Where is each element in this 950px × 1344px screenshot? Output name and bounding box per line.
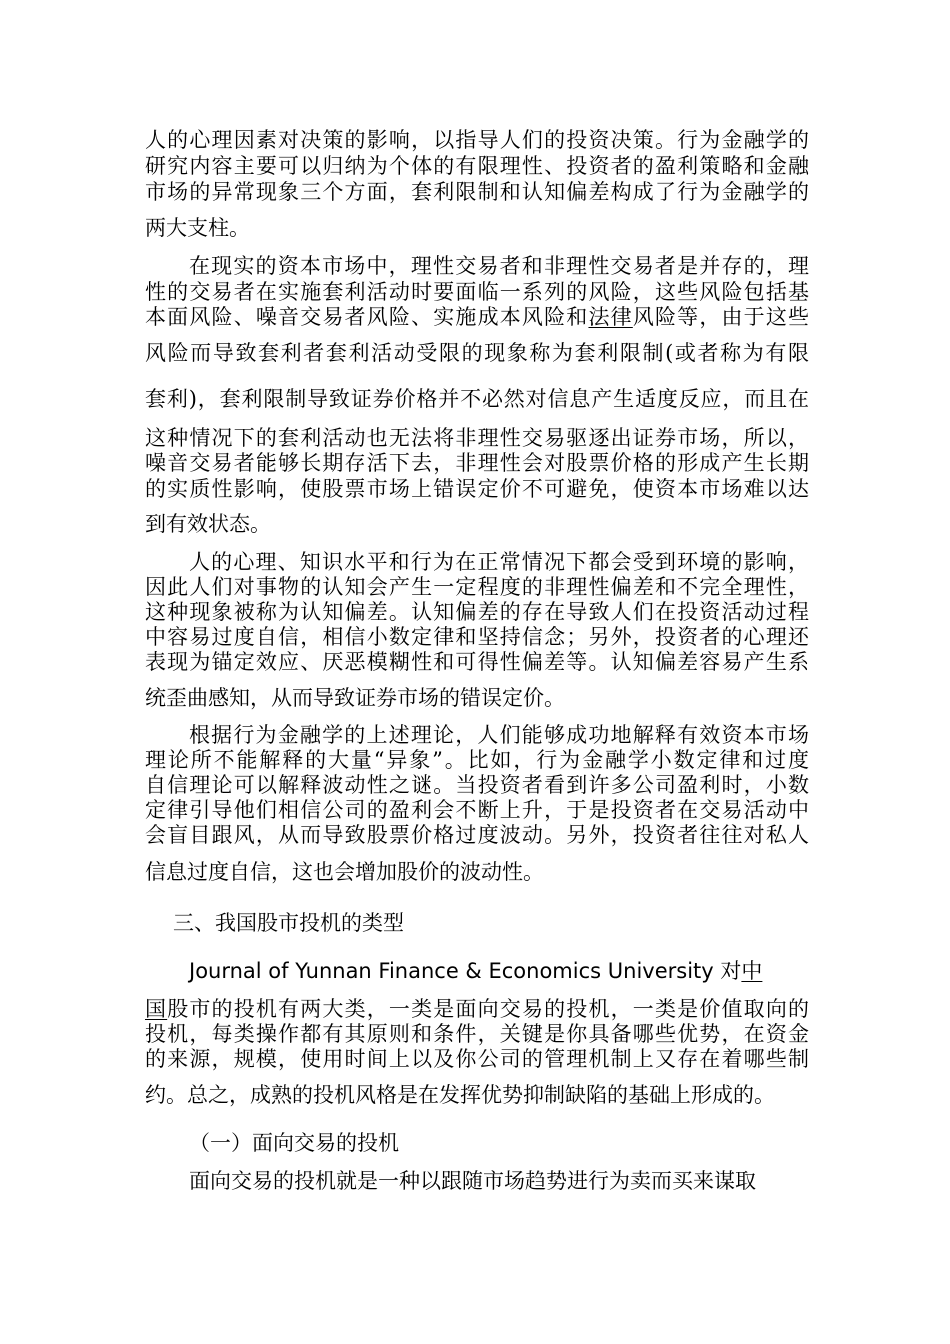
china-link-part2[interactable]: 国 [145, 997, 168, 1021]
paragraph1-line3: 市场的异常现象三个方面，套利限制和认知偏差构成了行为金融学的 [145, 180, 809, 204]
paragraph3-line4: 中容易过度自信，相信小数定律和坚持信念；另外，投资者的心理还 [145, 625, 809, 649]
subsection1-heading: （一）面向交易的投机 [189, 1131, 399, 1155]
paragraph3-line6: 统歪曲感知，从而导致证券市场的错误定价。 [145, 686, 565, 710]
section3-line1 [189, 958, 809, 984]
paragraph2-line3 [145, 304, 809, 330]
section3-line5: 约。总之，成熟的投机风格是在发挥优势抑制缺陷的基础上形成的。 [145, 1083, 775, 1107]
subsection1-line1: 面向交易的投机就是一种以跟随市场趋势进行为卖而买来谋取 [189, 1169, 756, 1193]
section3-heading: 三、我国股市投机的类型 [173, 911, 404, 935]
section3-line2 [145, 996, 809, 1022]
paragraph2-line6: 这种情况下的套利活动也无法将非理性交易驱逐出证券市场，所以， [145, 426, 809, 450]
paragraph4-line2: 理论所不能解释的大量“异象”。比如，行为金融学小数定律和过度 [145, 748, 809, 772]
paragraph2-line4: 风险而导致套利者套利活动受限的现象称为套利限制(或者称为有限 [145, 341, 809, 365]
paragraph1-line1: 人的心理因素对决策的影响，以指导人们的投资决策。行为金融学的 [145, 128, 809, 152]
paragraph2-line2: 性的交易者在实施套利活动时要面临一系列的风险，这些风险包括基 [145, 280, 809, 304]
paragraph4-line6: 信息过度自信，这也会增加股价的波动性。 [145, 860, 544, 884]
paragraph4-line5: 会盲目跟风，从而导致股票价格过度波动。另外，投资者往往对私人 [145, 823, 809, 847]
paragraph1-line4: 两大支柱。 [145, 216, 250, 240]
section3-line2-text: 股市的投机有两大类，一类是面向交易的投机，一类是价值取向的 [167, 997, 810, 1021]
paragraph2-line8: 的实质性影响，使股票市场上错误定价不可避免，使资本市场难以达 [145, 477, 809, 501]
paragraph2-line7: 噪音交易者能够长期存活下去，非理性会对股票价格的形成产生长期 [145, 451, 809, 475]
paragraph2-line1: 在现实的资本市场中，理性交易者和非理性交易者是并存的，理 [189, 254, 809, 278]
paragraph1-line2: 研究内容主要可以归纳为个体的有限理性、投资者的盈利策略和金融 [145, 154, 809, 178]
paragraph3-line3: 这种现象被称为认知偏差。认知偏差的存在导致人们在投资活动过程 [145, 600, 809, 624]
china-link-part1[interactable]: 中 [741, 959, 763, 983]
paragraph2-line3-text-before: 本面风险、噪音交易者风险、实施成本风险和 [145, 305, 589, 329]
paragraph4-line1: 根据行为金融学的上述理论，人们能够成功地解释有效资本市场 [189, 723, 809, 747]
paragraph2-line3-text-after: 风险等，由于这些 [632, 305, 810, 329]
paragraph4-line3: 自信理论可以解释波动性之谜。当投资者看到许多公司盈利时，小数 [145, 773, 809, 797]
paragraph2-line9: 到有效状态。 [145, 512, 271, 536]
section3-line3: 投机，每类操作都有其原则和条件，关键是你具备哪些优势，在资金 [145, 1022, 809, 1046]
law-link[interactable]: 法律 [588, 305, 633, 329]
paragraph2-line5: 套利)，套利限制导致证券价格并不必然对信息产生适度反应，而且在 [145, 387, 809, 411]
paragraph4-line4: 定律引导他们相信公司的盈利会不断上升，于是投资者在交易活动中 [145, 798, 809, 822]
paragraph3-line5: 表现为锚定效应、厌恶模糊性和可得性偏差等。认知偏差容易产生系 [145, 650, 809, 674]
section3-line1-text: 对 [720, 959, 742, 983]
paragraph3-line1: 人的心理、知识水平和行为在正常情况下都会受到环境的影响， [189, 550, 809, 574]
paragraph3-line2: 因此人们对事物的认知会产生一定程度的非理性偏差和不完全理性， [145, 575, 809, 599]
section3-line4: 的来源，规模，使用时间上以及你公司的管理机制上又存在着哪些制 [145, 1047, 809, 1071]
journal-name: Journal of Yunnan Finance & Economics University [189, 959, 714, 983]
